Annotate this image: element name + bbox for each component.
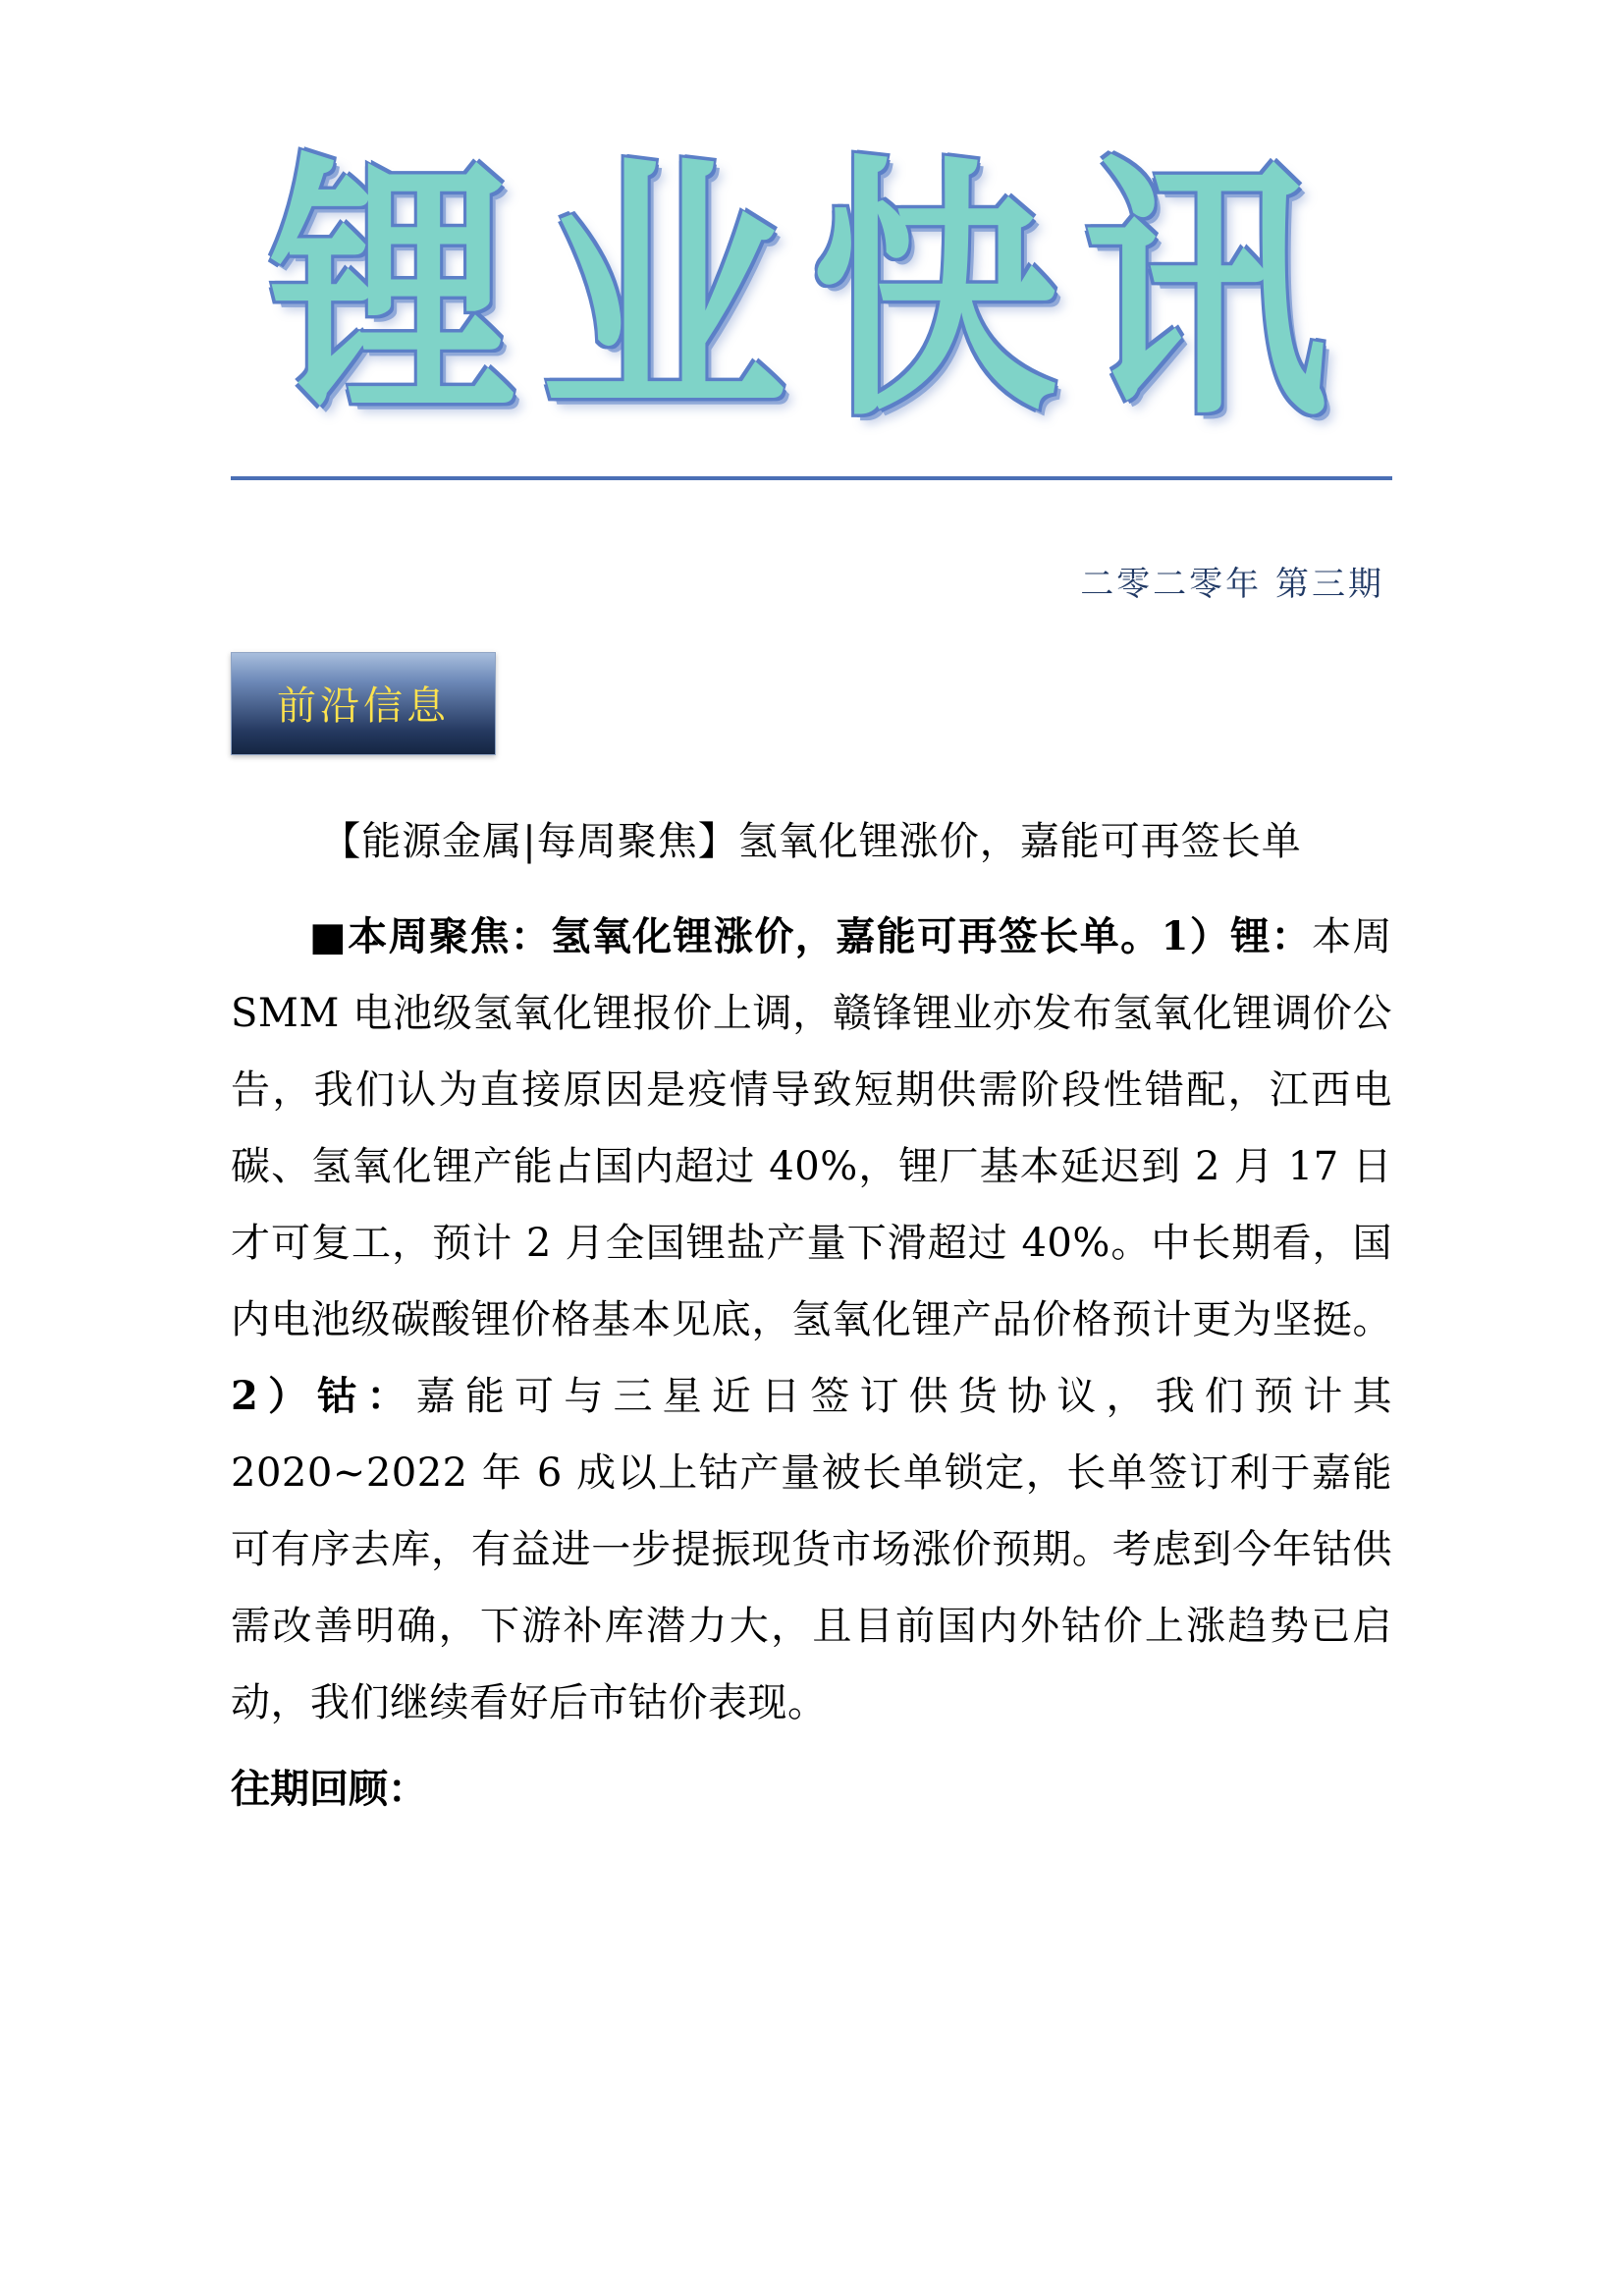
past-issues-label: 往期回顾： — [231, 1765, 427, 1812]
article-body-text-2: 嘉能可与三星近日签订供货协议，我们预计其 2020~2022 年 6 成以上钴产量被长单锁定，长单签订利于嘉能可有序去库，有益进一步提振现货市场涨价预期。考虑到今年钴供需改善明确，下游补库潜力大，且目前国内外钴价上涨趋势已启动，我们继续看好后市钴价表现。 — [231, 1373, 1393, 1725]
article-paragraph — [231, 899, 1392, 1741]
masthead — [231, 0, 1392, 480]
issue-number: 二零二零年 第三期 — [1080, 564, 1384, 604]
section-badge-frontier-info: 前沿信息 — [231, 652, 496, 755]
article-mid-bold: 2）钴： — [231, 1372, 416, 1419]
article-body — [231, 899, 1392, 1828]
masthead-divider — [231, 476, 1392, 480]
article-lead-bold: ■本周聚焦：氢氧化锂涨价，嘉能可再签长单。1）锂： — [309, 912, 1313, 959]
publication-title: 锂业快讯 — [269, 130, 1354, 454]
article-body-text-1: 本周 SMM 电池级氢氧化锂报价上调，赣锋锂业亦发布氢氧化锂调价公告，我们认为直接原因是疫情导致短期供需阶段性错配，江西电碳、氢氧化锂产能占国内超过 40%，锂厂基本延迟到 2 月 17 日才可复工，预计 2 月全国锂盐产量下滑超过 40%。中长期看，国内电池级碳酸锂价格基本见底，氢氧化锂产品价格预计更为坚挺。 — [231, 913, 1393, 1342]
section-badge-container — [231, 652, 1392, 755]
article-title: 【能源金属|每周聚焦】氢氧化锂涨价，嘉能可再签长单 — [321, 818, 1302, 864]
article — [231, 810, 1392, 1828]
